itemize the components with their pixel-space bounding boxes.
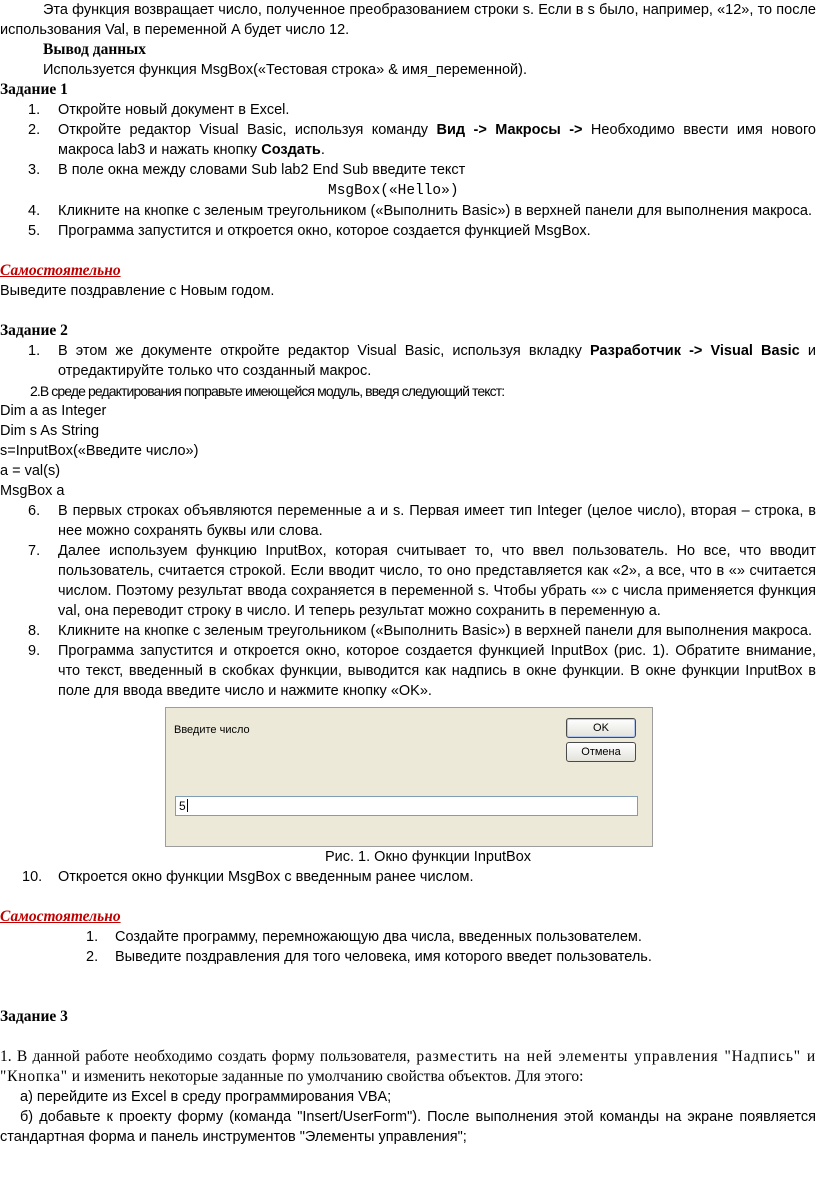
self2-list [0, 927, 816, 967]
list-item: 10. Откроется окно функции MsgBox с введенным ранее числом. [22, 869, 474, 885]
task2-list-cont [0, 501, 816, 701]
task1-title: Задание 1 [0, 81, 68, 98]
code-line: s=InputBox(«Введите число») [0, 443, 199, 459]
list-item: 6. В первых строках объявляются переменные a и s. Первая имеет тип Integer (целое число), вторая – строка, в нее можно сохранять буквы или слова. [28, 503, 816, 539]
output-heading: Вывод данных [43, 41, 147, 58]
list-item: 2. Откройте редактор Visual Basic, используя команду Вид -> Макросы -> Необходимо ввести имя нового макроса lab3 и нажать кнопку Создать. [28, 122, 816, 158]
ok-button[interactable]: OK [566, 718, 636, 738]
task3-paragraph: 1. В данной работе необходимо создать форму пользователя, разместить на ней элементы управления "Надпись" и "Кнопка" и изменить некоторые заданные по умолчанию свойства объектов. Для этого: [0, 1048, 816, 1085]
number-input[interactable]: 5 [175, 796, 638, 816]
task2-list-end [0, 867, 816, 887]
task2-title: Задание 2 [0, 322, 68, 339]
code-line: MsgBox a [0, 483, 65, 499]
text-caret [187, 799, 188, 812]
cancel-button[interactable]: Отмена [566, 742, 636, 762]
figure-caption: Рис. 1. Окно функции InputBox [324, 849, 532, 865]
list-item: 7. Далее используем функцию InputBox, которая считывает то, что ввел пользователь. Но все, что вводит пользователь, считается строкой. Если вводит число, то оно представляется как «2», а все, что в «» считается числом. Поэтому результат ввода сохраняется в переменной s. Чтобы убрать «» с числа применяется функция val, она переводит строку в число. И теперь результат можно сохранить в переменную a. [28, 543, 816, 619]
task3-title: Задание 3 [0, 1008, 68, 1025]
list-item: 4. Кликните на кнопке с зеленым треугольником («Выполнить Basic») в верхней панели для выполнения макроса. [28, 203, 812, 219]
task2-list [0, 341, 816, 381]
code-block [0, 401, 816, 501]
code-line: a = val(s) [0, 463, 61, 479]
task3-step-b: б) добавьте к проекту форму (команда "Insert/UserForm"). После выполнения этой команды на экране появляется стандартная форма и панель инструментов "Элементы управления"; [0, 1109, 816, 1145]
self1-text: Выведите поздравление с Новым годом. [0, 283, 275, 299]
list-item: 1. Откройте новый документ в Excel. [28, 102, 290, 118]
list-item: 3. В поле окна между словами Sub lab2 End Sub введите текст MsgBox(«Hello») [28, 162, 466, 199]
dialog-prompt: Введите число [174, 724, 250, 736]
task2-step2: 2.В среде редактирования поправьте имеющейся модуль, введя следующий текст: [30, 383, 505, 399]
code-snippet: MsgBox( [328, 183, 389, 199]
list-item: 8. Кликните на кнопке с зеленым треугольником («Выполнить Basic») в верхней панели для выполнения макроса. [28, 623, 812, 639]
list-item: 1. Создайте программу, перемножающую два числа, введенных пользователем. [86, 929, 642, 945]
self2-title: Самостоятельно [0, 908, 121, 925]
code-line: Dim s As String [0, 423, 100, 439]
list-item: 5. Программа запустится и откроется окно, которое создается функцией MsgBox. [28, 223, 591, 239]
list-item: 2. Выведите поздравления для того человека, имя которого введет пользователь. [86, 949, 652, 965]
list-item: 1. В этом же документе откройте редактор Visual Basic, используя вкладку Разработчик -> Visual Basic и отредактируйте только что созданный макрос. [28, 343, 816, 379]
inputbox-dialog [165, 707, 653, 847]
task1-list [0, 100, 816, 241]
intro-paragraph [0, 0, 816, 40]
intro-text: Эта функция возвращает число, полученное преобразованием строки s. Если в s было, например, «12», то после использования Val, в переменной A будет число 12. [0, 2, 816, 38]
task3-step-a: а) перейдите из Excel в среду программирования VBA; [20, 1089, 392, 1105]
output-text: Используется функция MsgBox(«Тестовая строка» & имя_переменной). [43, 62, 527, 78]
code-line: Dim a as Integer [0, 403, 107, 419]
self1-title: Самостоятельно [0, 262, 121, 279]
list-item: 9. Программа запустится и откроется окно, которое создается функцией InputBox (рис. 1). Обратите внимание, что текст, введенный в скобках функции, выводится как надпись в окне функции. В окне функции InputBox в поле для ввода введите число и нажмите кнопку «OK». [28, 643, 816, 699]
